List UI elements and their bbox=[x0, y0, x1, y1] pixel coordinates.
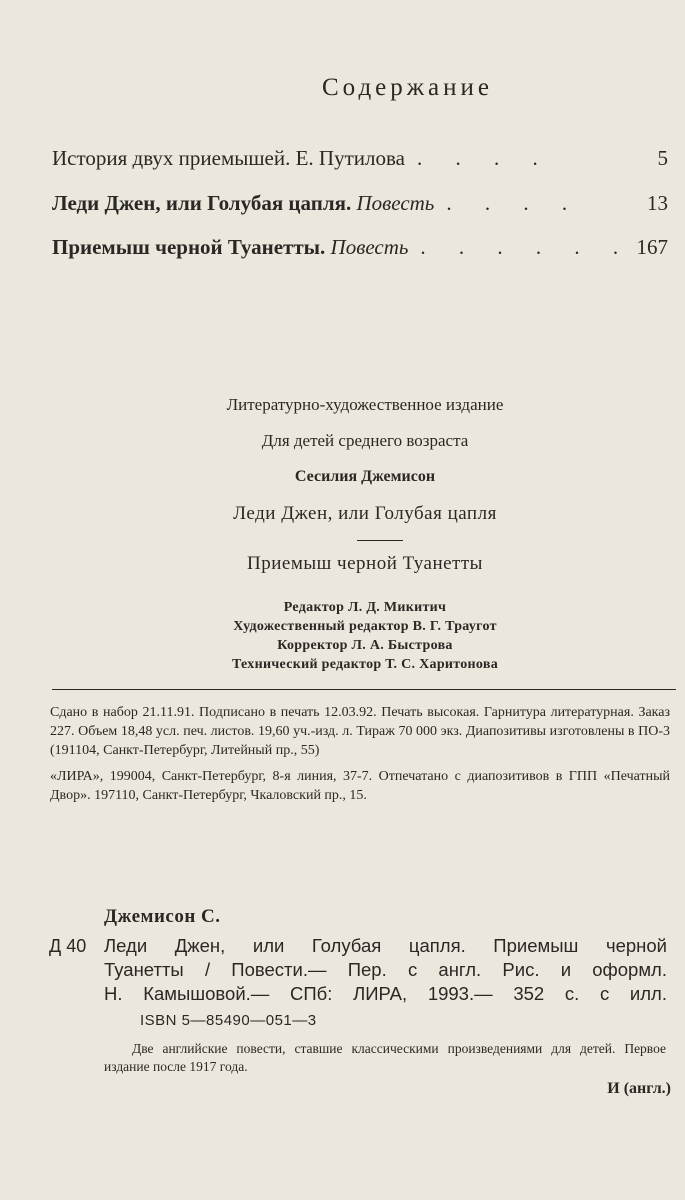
credit-technical-editor: Технический редактор Т. С. Харитонова bbox=[231, 657, 499, 672]
target-age: Для детей среднего возраста bbox=[261, 431, 469, 450]
catalog-desc-line: Н. Камышовой.— СПб: ЛИРА, 1993.— 352 с. с илл. bbox=[104, 983, 667, 1004]
credit-art-editor: Художественный редактор В. Г. Траугот bbox=[233, 619, 497, 634]
credit-proofreader: Корректор Л. А. Быстрова bbox=[277, 638, 453, 653]
catalog-description bbox=[104, 934, 667, 1006]
catalog-code: Д 40 bbox=[49, 936, 87, 956]
catalog-author: Джемисон С. bbox=[104, 906, 221, 927]
toc-entry[interactable] bbox=[52, 191, 668, 216]
credit-editor: Редактор Л. Д. Микитич bbox=[283, 600, 447, 615]
isbn: ISBN 5—85490—051—3 bbox=[140, 1012, 317, 1029]
print-details: Сдано в набор 21.11.91. Подписано в печать 12.03.92. Печать высокая. Гарнитура литературная. Заказ 227. Объем 18,48 усл. печ. листов. 19,60 уч.-изд. л. Тираж 70 000 экз. Диапозитивы изготовлены в ПО-3 (191104, Санкт-Петербург, Литейный пр., 55) bbox=[50, 705, 670, 758]
title-divider bbox=[357, 540, 403, 541]
toc-leader-dots: . . . . bbox=[446, 191, 582, 215]
toc-entry-title: Приемыш черной Туанетты. Повесть bbox=[52, 235, 409, 259]
contents-heading: Содержание bbox=[322, 74, 493, 101]
toc-leader-dots: . . . . . . bbox=[420, 235, 633, 259]
annotation: Две английские повести, ставшие классическими произведениями для детей. Первое издание после 1917 года. bbox=[104, 1041, 666, 1074]
horizontal-rule bbox=[52, 689, 676, 690]
toc-page-number: 5 bbox=[657, 146, 668, 170]
toc-entry[interactable] bbox=[52, 146, 668, 171]
toc-entry[interactable] bbox=[52, 235, 668, 260]
toc-page-number: 167 bbox=[636, 235, 668, 259]
catalog-desc-line: Леди Джен, или Голубая цапля. Приемыш черной bbox=[104, 935, 667, 956]
catalog-desc-line: Туанетты / Повести.— Пер. с англ. Рис. и оформл. bbox=[104, 959, 667, 980]
toc-leader-dots: . . . . bbox=[416, 146, 552, 170]
toc-page-number: 13 bbox=[647, 191, 668, 215]
toc-entry-title: История двух приемышей. Е. Путилова bbox=[52, 146, 405, 170]
publisher-details: «ЛИРА», 199004, Санкт-Петербург, 8-я линия, 37-7. Отпечатано с диапозитивов в ГПП «Печатный Двор». 197110, Санкт-Петербург, Чкаловский пр., 15. bbox=[50, 769, 670, 803]
print-info bbox=[50, 703, 670, 805]
imprint-title-1: Леди Джен, или Голубая цапля bbox=[233, 503, 497, 524]
imprint-author: Сесилия Джемисон bbox=[294, 468, 436, 485]
edition-genre: Литературно-художественное издание bbox=[226, 395, 504, 414]
imprint-title-2: Приемыш черной Туанетты bbox=[247, 553, 483, 574]
toc-entry-title: Леди Джен, или Голубая цапля. Повесть bbox=[52, 191, 435, 215]
classification: И (англ.) bbox=[607, 1080, 671, 1097]
